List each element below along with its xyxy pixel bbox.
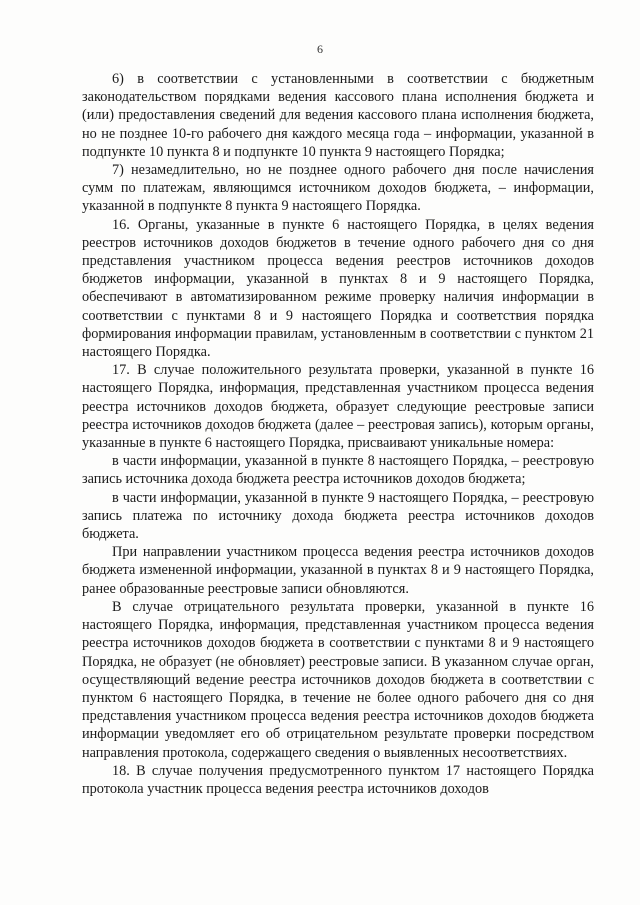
paragraph-item-6: 6) в соответствии с установленными в соответствии с бюджетным законодательством порядками ведения кассового плана исполнения бюджета и (или) предоставления сведений для ведения кассового плана исполнения бюджета, но не позднее 10-го рабочего дня каждого месяца года – информации, указанной в подпункте 10 пункта 8 и подпункте 10 пункта 9 настоящего Порядка; (82, 71, 594, 160)
document-body (82, 70, 594, 798)
paragraph-clause-17-negative: В случае отрицательного результата проверки, указанной в пункте 16 настоящего Порядка, информация, представленная участником процесса ведения реестра источников доходов бюджета в соответствии с пунктами 8 и 9 настоящего Порядка, не образует (не обновляет) реестровые записи. В указанном случае орган, осуществляющий ведение реестра источников доходов бюджета в соответствии с пунктом 6 настоящего Порядка, в течение не более одного рабочего дня со дня представления участником процесса ведения реестра источников доходов бюджета информации уведомляет его об отрицательном результате проверки посредством направления протокола, содержащего сведения о выявленных несоответствиях. (82, 598, 594, 761)
paragraph-clause-16: 16. Органы, указанные в пункте 6 настоящего Порядка, в целях ведения реестров источников доходов бюджетов в течение одного рабочего дня со дня представления участником процесса ведения реестров источников доходов бюджетов информации, указанной в пунктах 8 и 9 настоящего Порядка, обеспечивают в автоматизированном режиме проверку наличия информации в соответствии с пунктами 8 и 9 настоящего Порядка и соответствия порядка формирования информации правилам, установленным в соответствии с пунктом 21 настоящего Порядка. (82, 216, 594, 361)
paragraph-clause-17-update: При направлении участником процесса ведения реестра источников доходов бюджета измененной информации, указанной в пунктах 8 и 9 настоящего Порядка, ранее образованные реестровые записи обновляются. (82, 544, 594, 597)
paragraph-item-7: 7) незамедлительно, но не позднее одного рабочего дня после начисления сумм по платежам, являющимся источником доходов бюджета, – информации, указанной в подпункте 8 пункта 9 настоящего Порядка. (82, 162, 594, 215)
paragraph-clause-17-part-8: в части информации, указанной в пункте 8 настоящего Порядка, – реестровую запись источника дохода бюджета реестра источников доходов бюджета; (82, 453, 594, 488)
page-number: 6 (317, 42, 323, 56)
paragraph-clause-17: 17. В случае положительного результата проверки, указанной в пункте 16 настоящего Порядка, информация, представленная участником процесса ведения реестра источников доходов бюджета, образует следующие реестровые записи реестра источников доходов бюджета (далее – реестровая запись), которым органы, указанные в пункте 6 настоящего Порядка, присваивают уникальные номера: (82, 362, 594, 452)
paragraph-clause-17-part-9: в части информации, указанной в пункте 9 настоящего Порядка, – реестровую запись платежа по источнику дохода бюджета реестра источников доходов бюджета. (82, 489, 594, 543)
paragraph-clause-18: 18. В случае получения предусмотренного пунктом 17 настоящего Порядка протокола участник процесса ведения реестра источников доходов (82, 762, 594, 797)
